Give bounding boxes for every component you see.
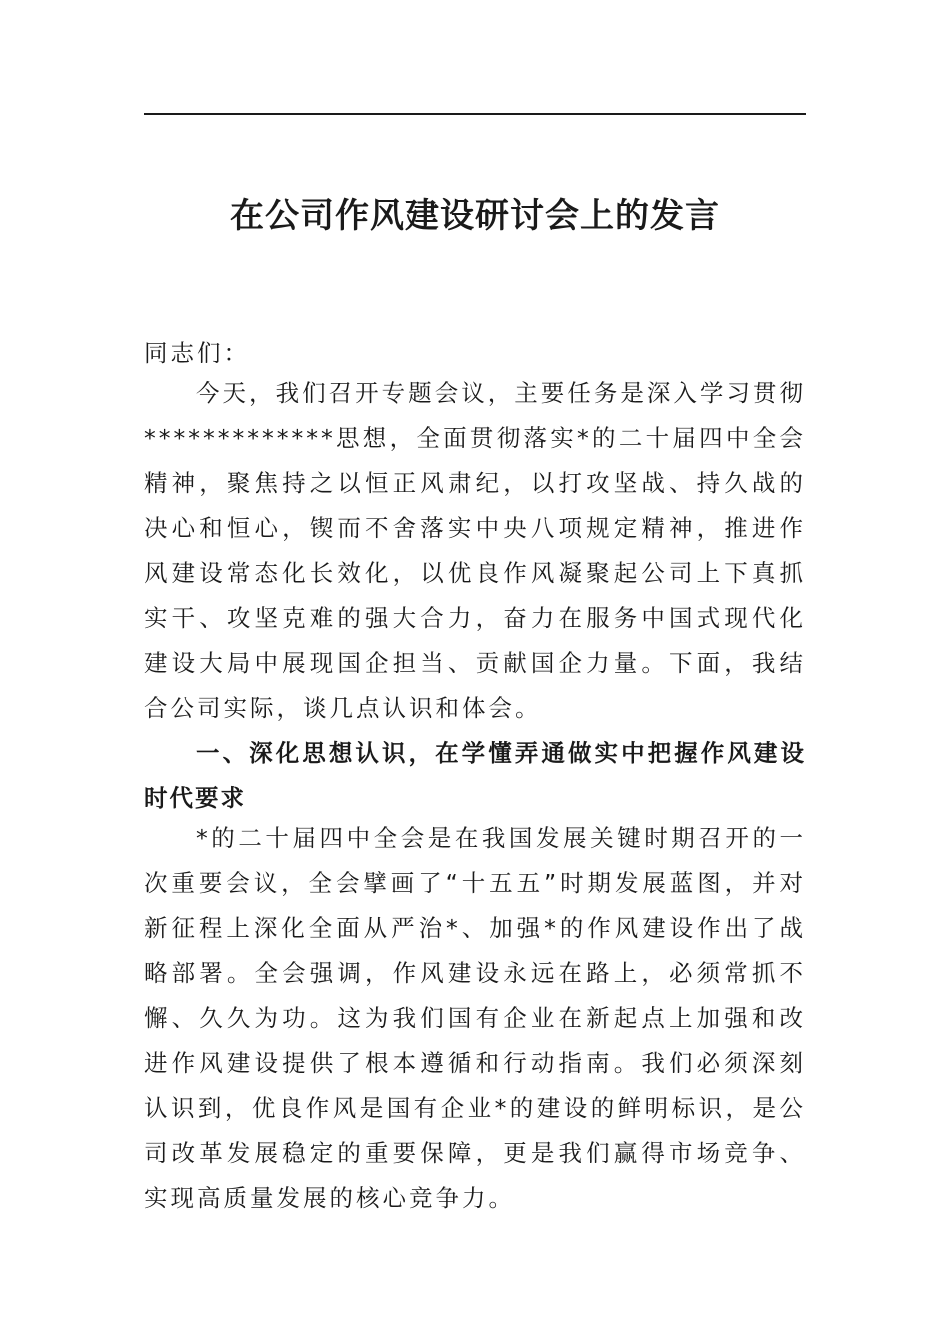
header-rule [144,113,806,115]
section-heading-1: 一、深化思想认识，在学懂弄通做实中把握作风建设时代要求 [144,739,806,812]
section-1-paragraph: *的二十届四中全会是在我国发展关键时期召开的一次重要会议，全会擘画了“十五五”时期发展蓝图，并对新征程上深化全面从严治*、加强*的作风建设作出了战略部署。全会强调，作风建设永远在路上，必须常抓不懈、久久为功。这为我们国有企业在新起点上加强和改进作风建设提供了根本遵循和行动指南。我们必须深刻认识到，优良作风是国有企业*的建设的鲜明标识，是公司改革发展稳定的重要保障，更是我们赢得市场竞争、实现高质量发展的核心竞争力。 [144,824,806,1212]
greeting-text: 同志们： [144,339,250,367]
intro-paragraph: 今天，我们召开专题会议，主要任务是深入学习贯彻*************思想，全面贯彻落实*的二十届四中全会精神，聚焦持之以恒正风肃纪，以打攻坚战、持久战的决心和恒心，锲而不舍落实中央八项规定精神，推进作风建设常态化长效化，以优良作风凝聚起公司上下真抓实干、攻坚克难的强大合力，奋力在服务中国式现代化建设大局中展现国企担当、贡献国企力量。下面，我结合公司实际，谈几点认识和体会。 [144,379,806,722]
document-title: 在公司作风建设研讨会上的发言 [230,196,720,236]
